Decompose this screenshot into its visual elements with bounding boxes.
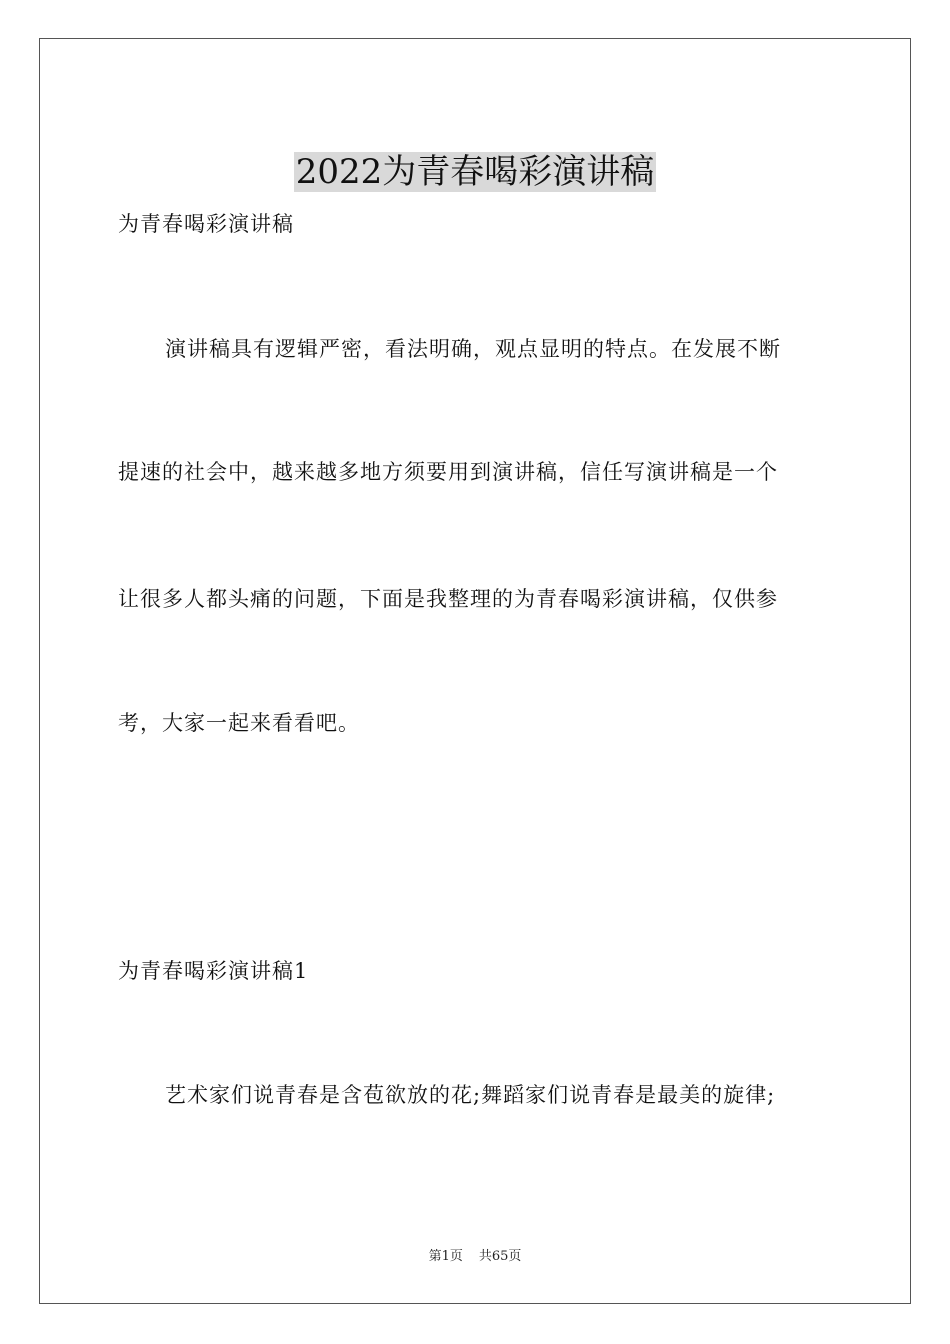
paragraph-line: 艺术家们说青春是含苞欲放的花;舞蹈家们说青春是最美的旋律; <box>165 1083 776 1107</box>
paragraph-line: 演讲稿具有逻辑严密，看法明确，观点显明的特点。在发展不断 <box>165 337 781 361</box>
page-number: 第1页 <box>428 1249 463 1264</box>
document-subtitle: 为青春喝彩演讲稿 <box>118 212 294 236</box>
total-pages: 共65页 <box>478 1249 522 1264</box>
paragraph-line: 提速的社会中，越来越多地方须要用到演讲稿，信任写演讲稿是一个 <box>118 460 778 484</box>
section-heading: 为青春喝彩演讲稿1 <box>118 959 309 983</box>
document-title <box>0 149 950 195</box>
page-footer <box>0 1248 950 1266</box>
paragraph-line: 让很多人都头痛的问题，下面是我整理的为青春喝彩演讲稿，仅供参 <box>118 587 778 611</box>
document-title-text: 2022为青春喝彩演讲稿 <box>295 151 655 192</box>
paragraph-line: 考，大家一起来看看吧。 <box>118 711 360 735</box>
